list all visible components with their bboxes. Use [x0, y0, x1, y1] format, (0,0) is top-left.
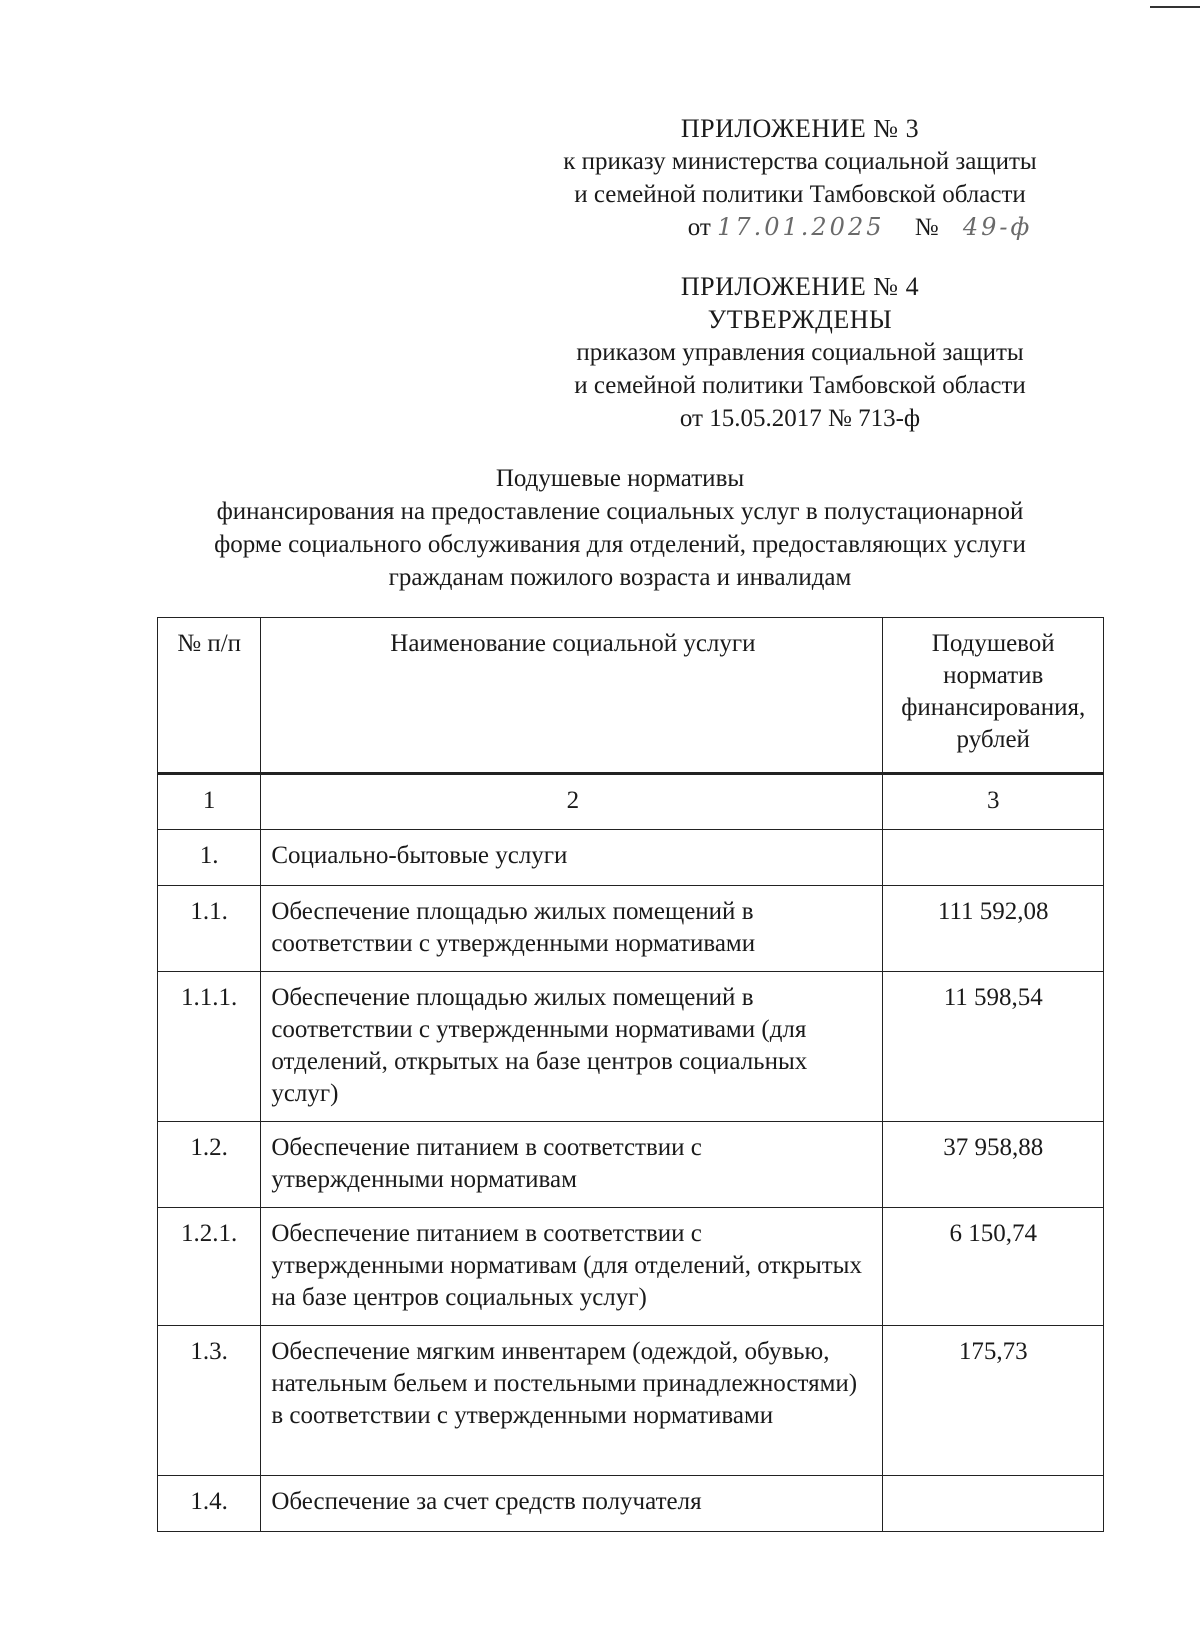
- row-norm-value: 175,73: [883, 1326, 1104, 1476]
- handwritten-date: 17.01.2025: [717, 213, 885, 241]
- appendix-3-title: ПРИЛОЖЕНИЕ № 3: [680, 114, 920, 143]
- appendix-4-title: ПРИЛОЖЕНИЕ № 4: [680, 272, 920, 301]
- document-title-line-4: гражданам пожилого возраста и инвалидам: [388, 564, 852, 591]
- table-row: [158, 886, 1104, 972]
- table-row: [158, 1208, 1104, 1326]
- row-number: 1.3.: [158, 1326, 261, 1476]
- column-index-1: 1: [158, 774, 261, 830]
- appendix-3-header: [500, 112, 1100, 244]
- header-number: № п/п: [158, 618, 261, 774]
- table-row: [158, 1122, 1104, 1208]
- document-title-line-1: Подушевые нормативы: [495, 465, 745, 492]
- row-service-name: Обеспечение мягким инвентарем (одеждой, обувью, нательным бельем и постельными принадлежностями) в соответствии с утвержденными нормативами: [261, 1326, 883, 1476]
- table-row: [158, 830, 1104, 886]
- table-row: [158, 972, 1104, 1122]
- column-index-row: [158, 774, 1104, 830]
- row-service-name: Обеспечение за счет средств получателя: [261, 1476, 883, 1532]
- header-norm-value: Подушевой норматив финансирования, рублей: [883, 618, 1104, 774]
- document-title: [160, 462, 1080, 594]
- number-label: №: [914, 214, 939, 241]
- row-service-name: Обеспечение питанием в соответствии с утвержденными нормативам: [261, 1122, 883, 1208]
- table-row: [158, 1476, 1104, 1532]
- handwritten-number: 49-ф: [962, 213, 1033, 241]
- column-index-2: 2: [261, 774, 883, 830]
- approved-label: УТВЕРЖДЕНЫ: [707, 305, 893, 334]
- table-row: [158, 1326, 1104, 1476]
- appendix-4-line-3: от 15.05.2017 № 713-ф: [679, 405, 921, 432]
- appendix-3-date-line: [500, 211, 1100, 244]
- row-service-name: Обеспечение питанием в соответствии с утвержденными нормативам (для отделений, открытых на базе центров социальных услуг): [261, 1208, 883, 1326]
- row-service-name: Обеспечение площадью жилых помещений в соответствии с утвержденными нормативами: [261, 886, 883, 972]
- appendix-4-header: [500, 270, 1100, 435]
- document-title-line-2: финансирования на предоставление социальных услуг в полустационарной: [216, 498, 1024, 525]
- column-index-3: 3: [883, 774, 1104, 830]
- header-service-name: Наименование социальной услуги: [261, 618, 883, 774]
- appendix-3-line-1: к приказу министерства социальной защиты: [563, 148, 1037, 175]
- table-header-row: [158, 618, 1104, 774]
- row-norm-value: 37 958,88: [883, 1122, 1104, 1208]
- row-norm-value: [883, 830, 1104, 886]
- row-number: 1.1.1.: [158, 972, 261, 1122]
- row-number: 1.: [158, 830, 261, 886]
- row-norm-value: 6 150,74: [883, 1208, 1104, 1326]
- row-service-name: Социально-бытовые услуги: [261, 830, 883, 886]
- row-number: 1.2.1.: [158, 1208, 261, 1326]
- row-service-name: Обеспечение площадью жилых помещений в соответствии с утвержденными нормативами (для отделений, открытых на базе центров социальных услуг): [261, 972, 883, 1122]
- appendix-4-line-1: приказом управления социальной защиты: [576, 339, 1024, 366]
- row-number: 1.2.: [158, 1122, 261, 1208]
- row-norm-value: [883, 1476, 1104, 1532]
- row-number: 1.4.: [158, 1476, 261, 1532]
- norms-table: [157, 617, 1104, 1532]
- date-prefix: от: [687, 214, 711, 241]
- row-number: 1.1.: [158, 886, 261, 972]
- row-norm-value: 111 592,08: [883, 886, 1104, 972]
- row-norm-value: 11 598,54: [883, 972, 1104, 1122]
- appendix-4-line-2: и семейной политики Тамбовской области: [574, 372, 1026, 399]
- document-title-line-3: форме социального обслуживания для отделений, предоставляющих услуги: [214, 531, 1026, 558]
- appendix-3-line-2: и семейной политики Тамбовской области: [574, 181, 1026, 208]
- scan-edge-mark: [1150, 6, 1200, 8]
